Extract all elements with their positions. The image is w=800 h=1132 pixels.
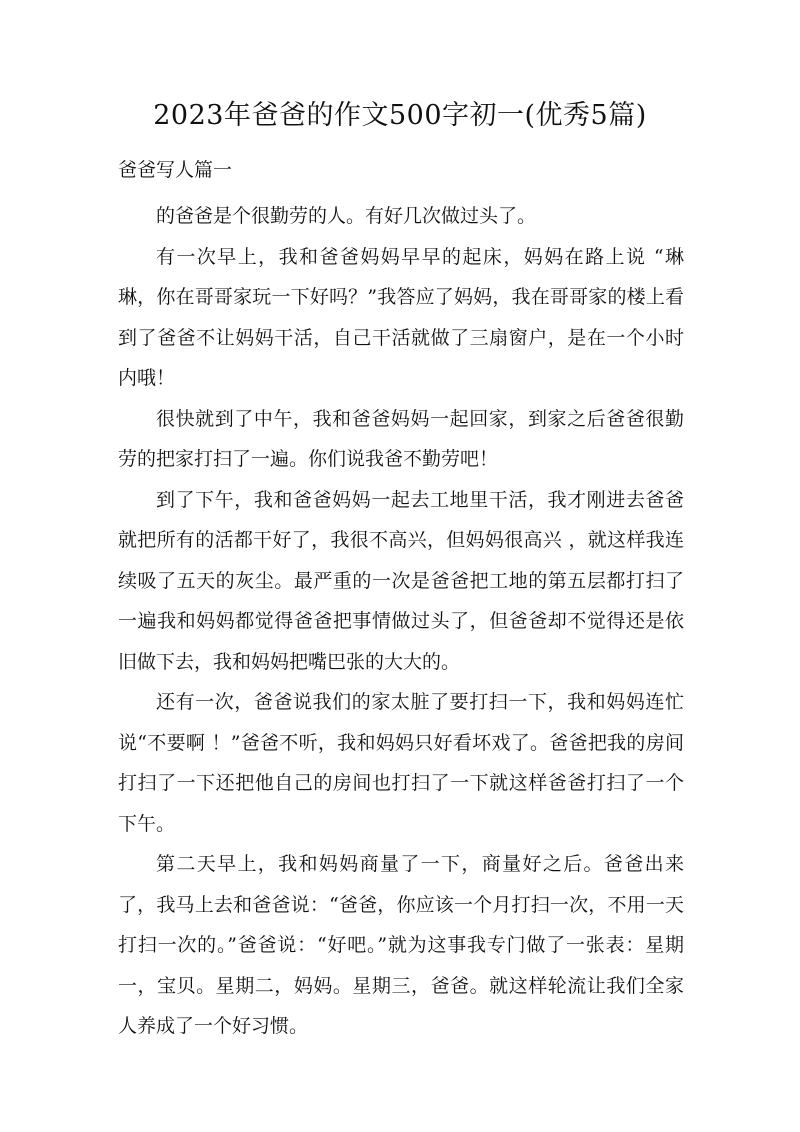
essay-body: [118, 196, 684, 1047]
paragraph: 有一次早上，我和爸爸妈妈早早的起床，妈妈在路上说 “琳琳，你在哥哥家玩一下好吗？”我答应了妈妈，我在哥哥家的楼上看到了爸爸不让妈妈干活，自己干活就做了三扇窗户，是在一个小时内哦！: [118, 245, 684, 389]
paragraph: 还有一次，爸爸说我们的家太脏了要打扫一下，我和妈妈连忙说“不要啊 ！”爸爸不听，我和妈妈只好看坏戏了。爸爸把我的房间打扫了一下还把他自己的房间也打扫了一下就这样爸爸打扫了一个下午。: [118, 691, 684, 835]
document-title: 2023年爸爸的作文500字初一(优秀5篇): [153, 100, 647, 131]
paragraph: 到了下午，我和爸爸妈妈一起去工地里干活，我才刚进去爸爸就把所有的活都干好了，我很不高兴，但妈妈很高兴 ，就这样我连续吸了五天的灰尘。最严重的一次是爸爸把工地的第五层都打扫了一遍我和妈妈都觉得爸爸把事情做过头了，但爸爸却不觉得还是依旧做下去，我和妈妈把嘴巴张的大大的。: [118, 488, 684, 673]
paragraph: 第二天早上，我和妈妈商量了一下，商量好之后。爸爸出来了，我马上去和爸爸说：“爸爸，你应该一个月打扫一次，不用一天打扫一次的。”爸爸说：“好吧。”就为这事我专门做了一张表：星期一，宝贝。星期二，妈妈。星期三，爸爸。就这样轮流让我们全家人养成了一个好习惯。: [118, 853, 684, 1037]
section-heading: 爸爸写人篇一: [118, 159, 233, 181]
paragraph: 的爸爸是个很勤劳的人。有好几次做过头了。: [156, 205, 537, 227]
paragraph: 很快就到了中午，我和爸爸妈妈一起回家，到家之后爸爸很勤劳的把家打扫了一遍。你们说我爸不勤劳吧！: [118, 407, 684, 470]
